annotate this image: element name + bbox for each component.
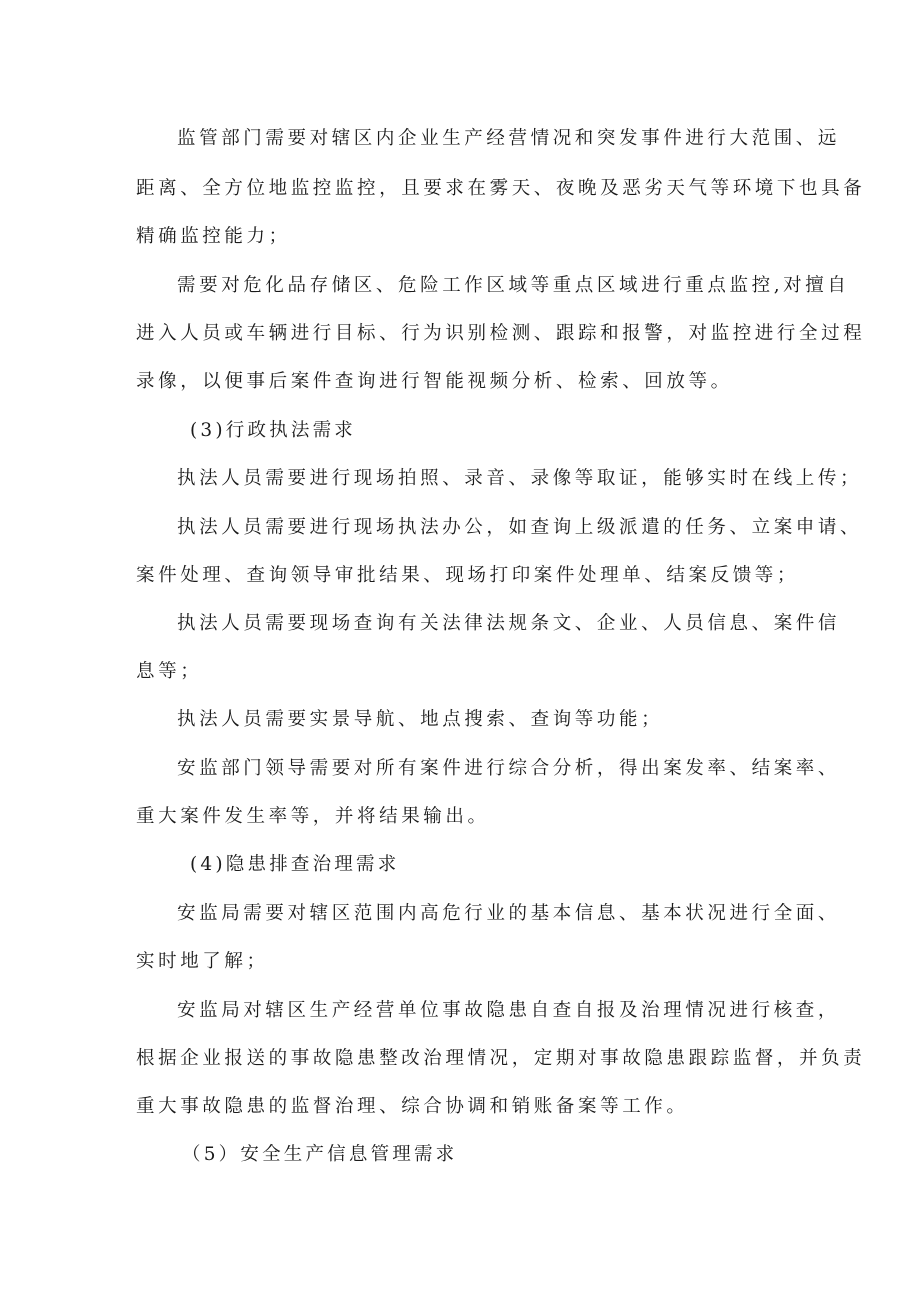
- paragraph-line: 安监局对辖区生产经营单位事故隐患自查自报及治理情况进行核查，: [177, 1000, 841, 1021]
- section-heading-3: (3)行政执法需求: [190, 420, 357, 441]
- section-heading-5: （5）安全生产信息管理需求: [182, 1144, 458, 1165]
- paragraph-line: 重大案件发生率等，并将结果输出。: [136, 806, 490, 827]
- paragraph-line: 执法人员需要现场查询有关法律法规条文、企业、人员信息、案件信: [177, 613, 841, 634]
- paragraph-line: 精确监控能力；: [136, 226, 291, 247]
- paragraph-line: 需要对危化品存储区、危险工作区域等重点区域进行重点监控,对擅自: [177, 275, 850, 296]
- paragraph-line: 执法人员需要实景导航、地点搜索、查询等功能；: [177, 709, 664, 730]
- paragraph-line: 安监部门领导需要对所有案件进行综合分析，得出案发率、结案率、: [177, 758, 841, 779]
- section-heading-4: (4)隐患排查治理需求: [190, 854, 400, 875]
- paragraph-line: 实时地了解；: [136, 951, 269, 972]
- paragraph-line: 监管部门需要对辖区内企业生产经营情况和突发事件进行大范围、远: [177, 128, 841, 149]
- paragraph-line: 重大事故隐患的监督治理、综合协调和销账备案等工作。: [136, 1096, 689, 1117]
- paragraph-line: 安监局需要对辖区范围内高危行业的基本信息、基本状况进行全面、: [177, 903, 841, 924]
- paragraph-line: 根据企业报送的事故隐患整改治理情况，定期对事故隐患跟踪监督，并负责: [136, 1048, 866, 1069]
- paragraph-line: 执法人员需要进行现场拍照、录音、录像等取证，能够实时在线上传；: [177, 468, 863, 489]
- paragraph-line: 执法人员需要进行现场执法办公，如查询上级派遣的任务、立案申请、: [177, 517, 863, 538]
- paragraph-line: 进入人员或车辆进行目标、行为识别检测、跟踪和报警，对监控进行全过程: [136, 323, 866, 344]
- paragraph-line: 息等；: [136, 661, 203, 682]
- paragraph-line: 距离、全方位地监控监控，且要求在雾天、夜晚及恶劣天气等环境下也具备: [136, 178, 866, 199]
- paragraph-line: 案件处理、查询领导审批结果、现场打印案件处理单、结案反馈等；: [136, 565, 800, 586]
- paragraph-line: 录像，以便事后案件查询进行智能视频分析、检索、回放等。: [136, 371, 733, 392]
